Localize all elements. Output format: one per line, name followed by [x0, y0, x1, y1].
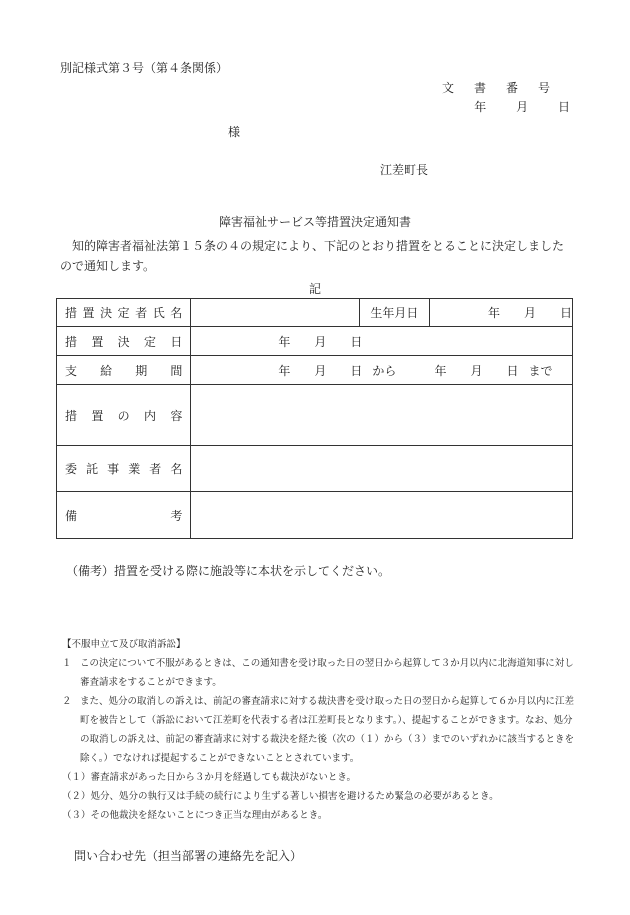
ki-heading: 記 [308, 282, 321, 296]
name-value-cell [191, 299, 359, 327]
remarks-cell [191, 492, 573, 539]
label-char: 名 [170, 462, 183, 476]
remarks-label [65, 507, 182, 524]
birth-value-cell [429, 299, 572, 327]
remarks-label-right: 考 [170, 508, 183, 523]
day-char: 日 [559, 306, 572, 320]
inquiry-note: 問い合わせ先（担当部署の連絡先を記入） [74, 849, 303, 863]
label-char: 決 [117, 334, 130, 349]
day-char: 日 [350, 334, 363, 349]
appeal-section [62, 654, 576, 825]
label-char: 措 [65, 334, 78, 349]
label-cell [57, 492, 191, 539]
day-char: 日 [557, 100, 570, 114]
label-char: 給 [100, 363, 113, 378]
label-char: 定 [143, 334, 156, 349]
from-text: から [372, 363, 397, 378]
label-char: 容 [170, 408, 183, 423]
year-char: 年 [487, 306, 500, 320]
notice-body: 知的障害者福祉法第１５条の４の規定により、下記のとおり措置をとることに決定しましたので通知します。 [60, 239, 565, 273]
label-char: 置 [91, 334, 104, 349]
appeal-sub-item: （３）その他裁決を経ないことにつき正当な理由があるとき。 [62, 810, 328, 821]
label-char: 名 [170, 306, 183, 320]
content-cell [191, 385, 573, 446]
table-row [57, 446, 573, 492]
appeal-heading: 【不服申立て及び取消訴訟】 [62, 639, 186, 650]
label-char: 支 [65, 363, 78, 378]
label-cell [57, 327, 191, 356]
label-char: 者 [149, 462, 162, 476]
appeal-sub-item: （２）処分、処分の執行又は手続の続行により生ずる著しい損害を避けるため緊急の必要があるとき。 [62, 791, 499, 802]
sender: 江差町長 [380, 163, 429, 177]
day-char: 日 [350, 363, 363, 378]
birth-label: 生年月日 [370, 306, 419, 320]
table-row [57, 356, 573, 385]
contractor-cell [191, 446, 573, 492]
item-number: １ [62, 658, 72, 669]
form-number: 別記様式第３号（第４条関係） [60, 61, 229, 75]
table-row [57, 327, 573, 356]
label-char: 委 [65, 462, 78, 476]
label-char: 措 [65, 408, 78, 423]
period-cell [191, 356, 573, 385]
table-row [57, 385, 573, 446]
label-char: の [117, 408, 130, 423]
to-text: まで [528, 363, 553, 378]
decision-date-label [65, 333, 182, 350]
appeal-item [62, 692, 576, 768]
decision-table [56, 298, 573, 539]
appeal-item [62, 654, 576, 692]
name-label [65, 304, 182, 321]
remark-note: （備考）措置を受ける際に施設等に本状を示してください。 [66, 564, 391, 578]
item-number: ２ [62, 696, 72, 707]
label-char: 内 [143, 408, 156, 423]
label-cell [57, 446, 191, 492]
decision-date [191, 333, 572, 350]
label-char: 期 [135, 363, 148, 378]
label-cell [57, 385, 191, 446]
label-char: 間 [170, 363, 183, 378]
table-row [57, 492, 573, 539]
year-char: 年 [474, 100, 487, 114]
content-label [65, 407, 182, 424]
label-char: 氏 [152, 306, 165, 320]
table-row [57, 299, 573, 327]
month-char: 月 [516, 100, 529, 114]
addressee: 様 [228, 125, 241, 139]
month-char: 月 [314, 363, 327, 378]
label-char: 託 [86, 462, 99, 476]
month-char: 月 [314, 334, 327, 349]
document-number-label: 文書番号 [441, 81, 570, 95]
month-char: 月 [523, 306, 536, 320]
year-char: 年 [434, 363, 447, 378]
label-char: 置 [82, 306, 95, 320]
item-text: この決定について不服があるときは、この通知書を受け取った日の翌日から起算して３か月以内に北海道知事に対し審査請求をすることができます。 [80, 658, 574, 688]
decision-date-cell [191, 327, 573, 356]
label-char: 置 [91, 408, 104, 423]
label-char: 定 [117, 306, 130, 320]
label-char: 者 [135, 306, 148, 320]
remarks-label-left: 備 [65, 508, 78, 523]
issue-date [448, 98, 570, 115]
birth-label-cell [359, 299, 429, 327]
day-char: 日 [506, 363, 519, 378]
contractor-label [65, 460, 182, 477]
label-char: 日 [170, 334, 183, 349]
period-range [191, 362, 572, 379]
appeal-sub-item: （１）審査請求があった日から３か月を経過しても裁決がないとき。 [62, 772, 357, 783]
document-title: 障害福祉サービス等措置決定通知書 [218, 215, 411, 229]
item-text: また、処分の取消しの訴えは、前記の審査請求に対する裁決書を受け取った日の翌日から起算して６か月以内に江差町を被告として（訴訟において江差町を代表する者は江差町長となります。）、提起することができます。なお、処分の取消しの訴えは、前記の審査請求に対する裁決を経た後（次の（１）から（３）までのいずれかに該当するときを除く。）でなければ提起することができないこととされています。 [80, 696, 575, 764]
label-cell [57, 356, 191, 385]
year-char: 年 [278, 334, 291, 349]
label-char: 措 [65, 306, 78, 320]
label-char: 事 [107, 462, 120, 476]
month-char: 月 [470, 363, 483, 378]
label-char: 決 [100, 306, 113, 320]
year-char: 年 [278, 363, 291, 378]
label-char: 業 [128, 462, 141, 476]
label-cell [57, 299, 191, 327]
period-label [65, 362, 182, 379]
birth-date [430, 304, 572, 321]
